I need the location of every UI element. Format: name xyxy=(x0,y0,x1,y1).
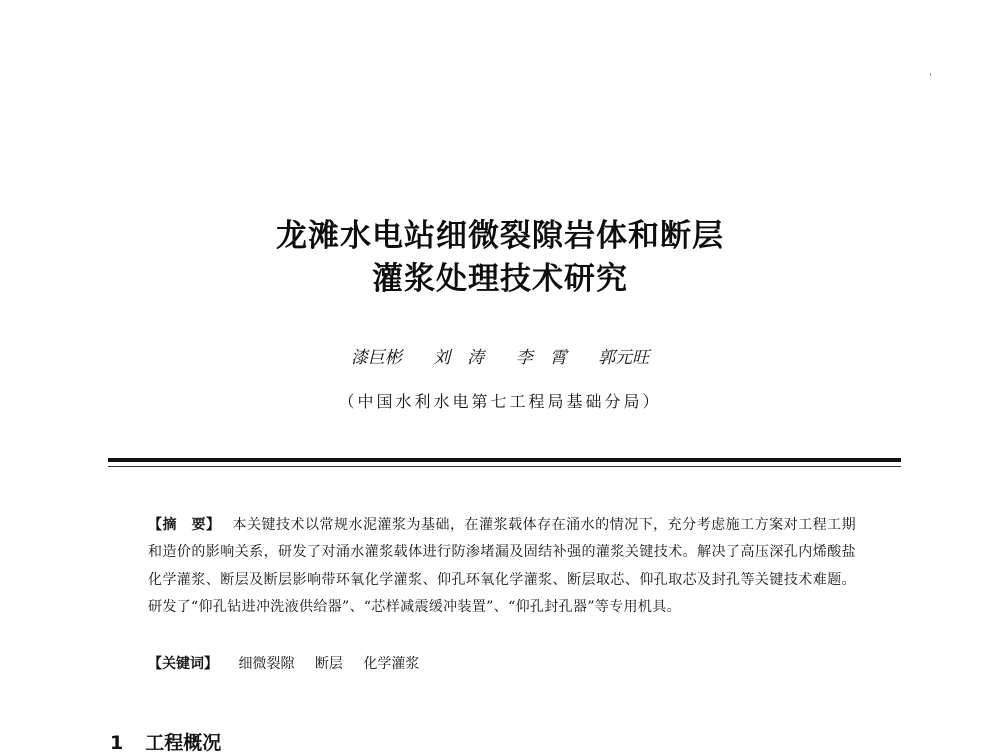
author-name: 漆巨彬 xyxy=(350,348,402,368)
abstract-text: 本关键技术以常规水泥灌浆为基础，在灌浆载体存在涌水的情况下，充分考虑施工方案对工程工期和造价的影响关系，研发了对涌水灌浆载体进行防渗堵漏及固结补强的灌浆关键技术。解决了高压深孔内烯酸盐化学灌浆、断层及断层影响带环氧化学灌浆、仰孔环氧化学灌浆、断层取芯、仰孔取芯及封孔等关键技术难题。研发了“仰孔钻进冲洗液供给器”、“芯样减震缓冲装置”、“仰孔封孔器”等专用机具。 xyxy=(148,517,856,615)
keywords-block xyxy=(148,653,856,673)
header-divider-thin xyxy=(108,466,901,467)
section-number: 1 xyxy=(110,732,124,754)
keywords-label: 【关键词】 xyxy=(148,656,218,672)
abstract-label: 【摘 要】 xyxy=(148,517,221,533)
author-name: 郭元旺 xyxy=(598,348,650,368)
scan-speck xyxy=(930,73,931,76)
author-list xyxy=(0,343,1000,368)
keyword: 断层 xyxy=(314,656,343,672)
abstract-block xyxy=(148,512,856,621)
paper-title-line-1: 龙滩水电站细微裂隙岩体和断层 xyxy=(276,218,724,254)
author-affiliation: （中国水利水电第七工程局基础分局） xyxy=(338,392,662,411)
section-title: 工程概况 xyxy=(145,732,222,754)
keyword: 细微裂隙 xyxy=(238,656,295,672)
author-name: 李 霄 xyxy=(515,348,567,368)
section-heading xyxy=(110,728,221,755)
header-divider-thick xyxy=(108,458,901,462)
paper-title-line-2: 灌浆处理技术研究 xyxy=(372,261,628,297)
keyword: 化学灌浆 xyxy=(363,656,420,672)
author-name: 刘 涛 xyxy=(433,348,485,368)
